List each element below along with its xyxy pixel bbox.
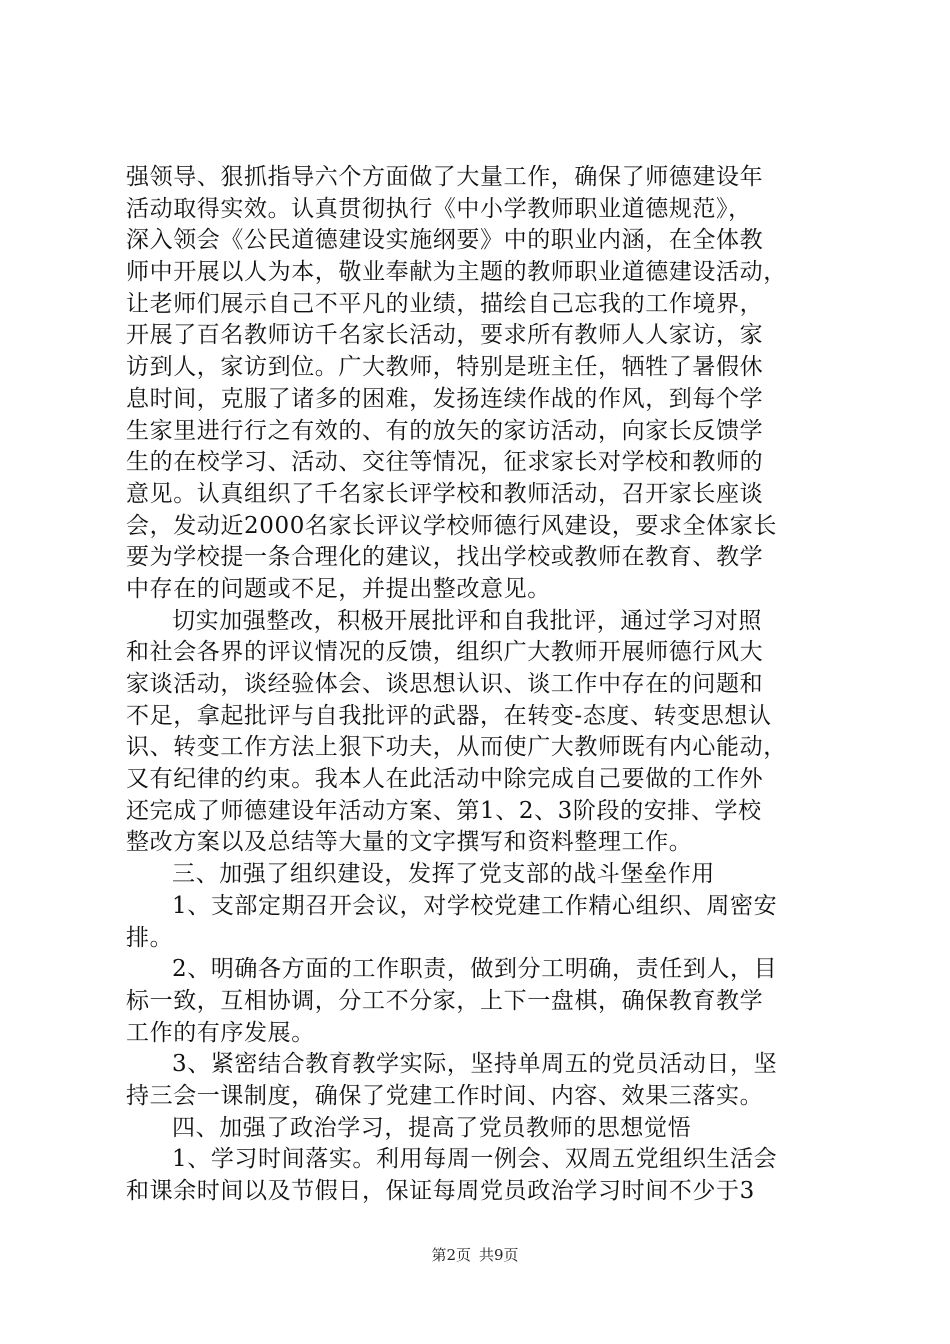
text-line: 要为学校提一条合理化的建议，找出学校或教师在教育、教学 (126, 544, 764, 571)
text-line: 师中开展以人为本，敬业奉献为主题的教师职业道德建设活动， (126, 259, 787, 286)
text-line: 排。 (126, 924, 174, 951)
page-footer (0, 1245, 950, 1265)
text-line: 让老师们展示自己不平凡的业绩，描绘自己忘我的工作境界， (126, 290, 764, 317)
text-line: 和课余时间以及节假日，保证每周党员政治学习时间不少于3 (126, 1178, 755, 1204)
section-heading: 三、加强了组织建设，发挥了党支部的战斗堡垒作用 (172, 861, 715, 888)
text-line: 深入领会《公民道德建设实施纲要》中的职业内涵，在全体教 (126, 227, 764, 254)
text-line: 持三会一课制度，确保了党建工作时间、内容、效果三落实。 (126, 1082, 764, 1109)
text-line: 还完成了师德建设年活动方案、第1、2、3阶段的安排、学校 (126, 797, 762, 824)
text-line: 息时间，克服了诸多的困难，发扬连续作战的作风，到每个学 (126, 385, 764, 412)
text-line: 不足，拿起批评与自我批评的武器，在转变-态度、转变思想认 (126, 702, 772, 729)
text-line: 家谈活动，谈经验体会、谈思想认识、谈工作中存在的问题和 (126, 671, 764, 697)
text-line: 访到人，家访到位。广大教师，特别是班主任，牺牲了暑假休 (126, 354, 764, 381)
text-line: 中存在的问题或不足，并提出整改意见。 (126, 575, 551, 602)
paragraph-start-line: 1、支部定期召开会议，对学校党建工作精心组织、周密安 (172, 892, 778, 919)
text-line: 意见。认真组织了千名家长评学校和教师活动，召开家长座谈 (126, 480, 764, 507)
paragraph-start-line: 3、紧密结合教育教学实际，坚持单周五的党员活动日，坚 (172, 1051, 778, 1078)
text-line: 开展了百名教师访千名家长活动，要求所有教师人人家访，家 (126, 322, 764, 349)
text-line: 生家里进行行之有效的、有的放矢的家访活动，向家长反馈学 (126, 417, 764, 444)
section-heading: 四、加强了政治学习，提高了党员教师的思想觉悟 (172, 1114, 692, 1141)
text-line: 工作的有序发展。 (126, 1019, 315, 1046)
document-body (126, 162, 826, 1208)
text-line: 识、转变工作方法上狠下功夫，从而使广大教师既有内心能动， (126, 734, 787, 761)
text-line: 生的在校学习、活动、交往等情况，征求家长对学校和教师的 (126, 449, 764, 476)
paragraph-start-line: 2、明确各方面的工作职责，做到分工明确，责任到人，目 (172, 956, 778, 983)
text-line: 又有纪律的约束。我本人在此活动中除完成自己要做的工作外 (126, 766, 764, 793)
text-line: 会，发动近2000名家长评议学校师德行风建设，要求全体家长 (126, 512, 777, 539)
text-line: 活动取得实效。认真贯彻执行《中小学教师职业道德规范》， (126, 195, 752, 222)
page-total: 共9页 (479, 1246, 519, 1264)
text-line: 强领导、狠抓指导六个方面做了大量工作，确保了师德建设年 (126, 164, 764, 190)
paragraph-start-line: 切实加强整改，积极开展批评和自我批评，通过学习对照 (172, 607, 762, 634)
paragraph-start-line: 1、学习时间落实。利用每周一例会、双周五党组织生活会 (172, 1146, 778, 1173)
text-line: 标一致，互相协调，分工不分家，上下一盘棋，确保教育教学 (126, 987, 764, 1014)
text-line: 和社会各界的评议情况的反馈，组织广大教师开展师德行风大 (126, 639, 764, 666)
text-line: 整改方案以及总结等大量的文字撰写和资料整理工作。 (126, 829, 693, 856)
page-number: 第2页 (431, 1246, 471, 1264)
